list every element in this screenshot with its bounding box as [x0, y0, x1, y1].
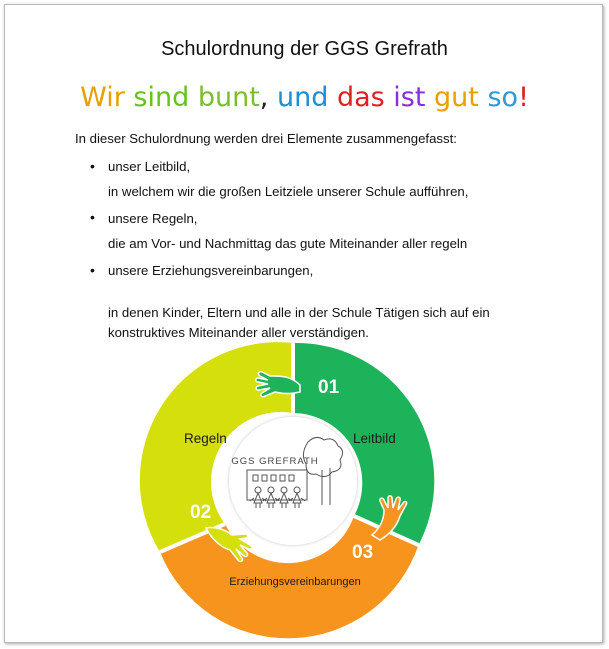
segment-number-01: 01 [318, 377, 340, 398]
segment-number-03: 03 [352, 542, 374, 563]
slogan-word: Wir [80, 82, 125, 113]
slogan-word: ist [393, 82, 426, 113]
item-title-regeln: unsere Regeln, [108, 211, 198, 226]
slogan-word: so [487, 82, 519, 113]
segment-number-02: 02 [190, 502, 212, 523]
bullet-icon: • [90, 262, 95, 278]
slogan-word: und [276, 82, 329, 113]
slogan-word: sind [133, 82, 190, 113]
item-title-erziehung: unsere Erziehungsvereinbarungen, [108, 263, 314, 278]
slogan-word: das [336, 82, 385, 113]
bullet-icon: • [90, 209, 95, 225]
segment-label-erziehung: Erziehungsvereinbarungen [229, 576, 361, 588]
slogan-exclamation: ! [518, 82, 529, 113]
page-title: Schulordnung der GGS Grefrath [161, 38, 448, 60]
segment-label-leitbild: Leitbild [353, 431, 396, 446]
segment-label-regeln: Regeln [184, 431, 227, 446]
item-desc-regeln: die am Vor- und Nachmittag das gute Miteinander aller regeln [108, 236, 468, 251]
logo-text: GGS GREFRATH [231, 456, 319, 467]
slogan-word: gut [434, 82, 479, 113]
item-title-leitbild: unser Leitbild, [108, 159, 191, 174]
item-desc-erziehung: in denen Kinder, Eltern und alle in der Schule Tätigen sich auf ein konstruktives Miteinander aller verständigen. [108, 305, 490, 340]
slogan-comma: , [259, 82, 269, 113]
intro-text: In dieser Schulordnung werden drei Elemente zusammengefasst: [75, 131, 457, 146]
item-desc-leitbild: in welchem wir die großen Leitziele unserer Schule aufführen, [108, 184, 469, 199]
slogan-word: bunt [197, 82, 260, 113]
bullet-icon: • [90, 158, 95, 174]
